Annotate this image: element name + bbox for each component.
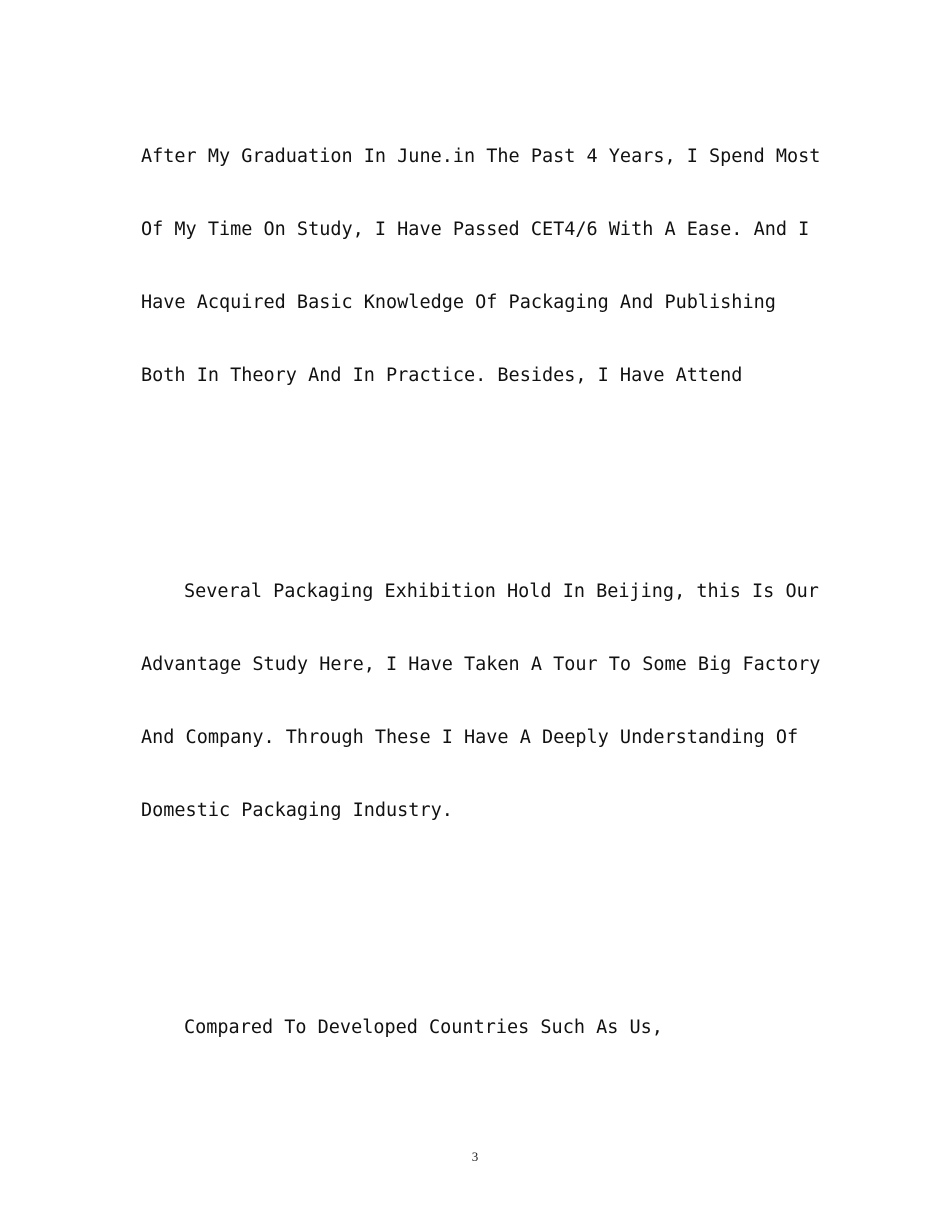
text-line: Both In Theory And In Practice. Besides, I Have Attend	[141, 365, 743, 386]
text-line: Of My Time On Study, I Have Passed CET4/6 With A Ease. And I	[141, 219, 810, 240]
page-number: 3	[471, 1149, 479, 1164]
text-line: Compared To Developed Countries Such As Us,	[184, 1017, 663, 1038]
text-line: Several Packaging Exhibition Hold In Beijing, this Is Our	[184, 581, 819, 602]
text-line: Advantage Study Here, I Have Taken A Tour To Some Big Factory	[141, 654, 821, 675]
paragraph	[141, 147, 821, 439]
text-line: After My Graduation In June.in The Past 4 Years, I Spend Most	[141, 146, 821, 167]
paragraph	[141, 1018, 821, 1091]
paragraph	[141, 582, 821, 874]
text-line: And Company. Through These I Have A Deeply Understanding Of	[141, 727, 799, 748]
text-line: Domestic Packaging Industry.	[141, 800, 453, 821]
text-line: Have Acquired Basic Knowledge Of Packaging And Publishing	[141, 292, 776, 313]
